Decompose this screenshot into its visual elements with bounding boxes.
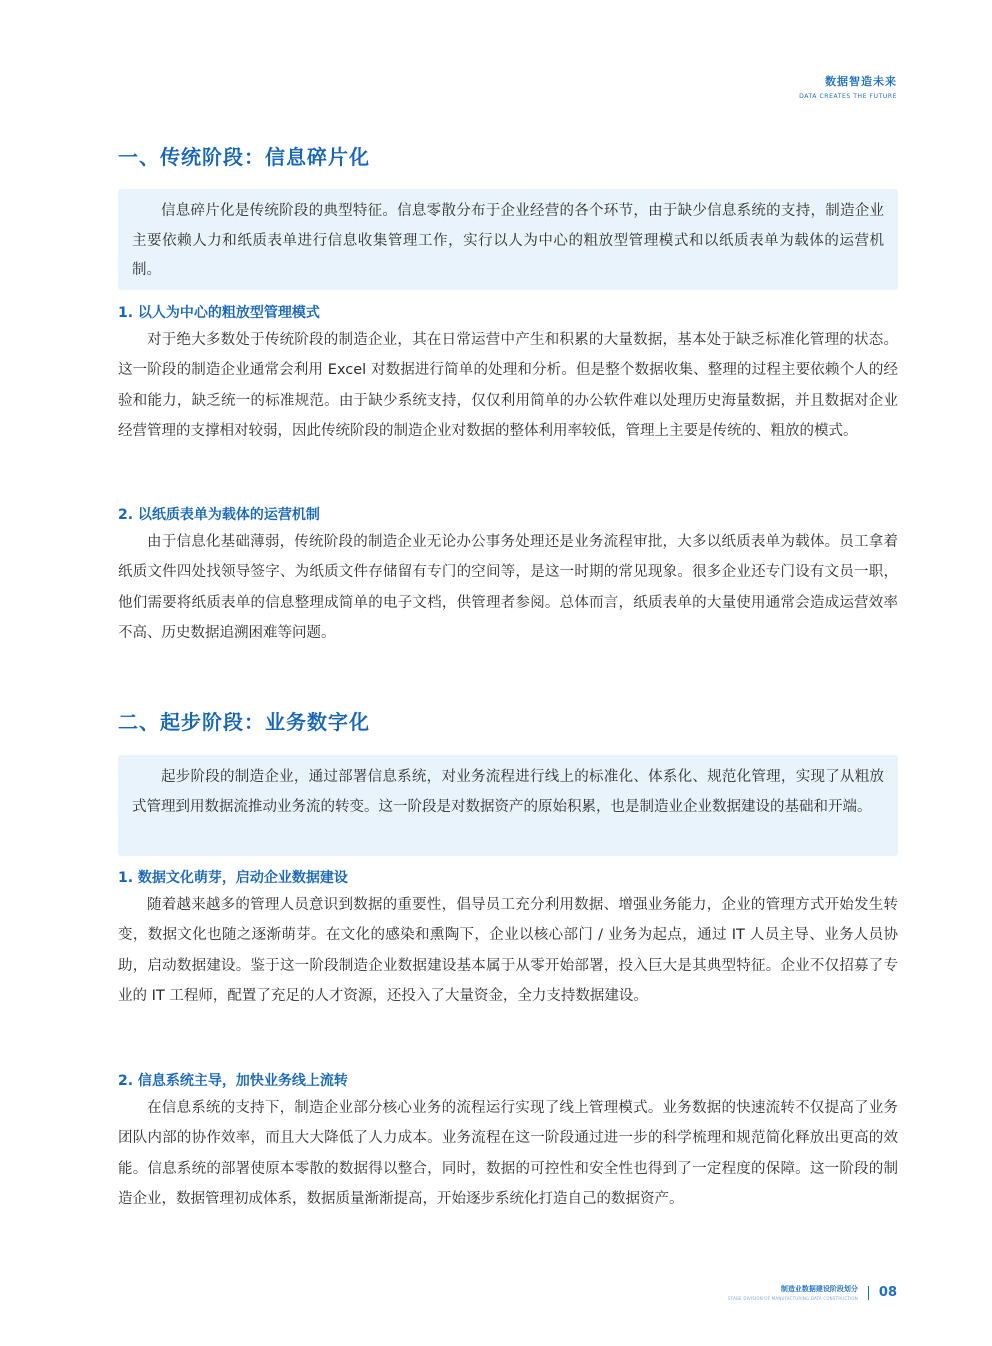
section2-title: 二、起步阶段：业务数字化 <box>118 710 370 734</box>
section1-sub1-title: 1. 以人为中心的粗放型管理模式 <box>118 305 320 321</box>
page-footer <box>728 1284 897 1301</box>
section2-sub1-title: 1. 数据文化萌芽，启动企业数据建设 <box>118 870 348 886</box>
section1-sub1-body: 对于绝大多数处于传统阶段的制造企业，其在日常运营中产生和积累的大量数据，基本处于缺乏标准化管理的状态。这一阶段的制造企业通常会利用 Excel 对数据进行简单的处理和分析。但是整个数据收集、整理的过程主要依赖个人的经验和能力，缺乏统一的标准规范。由于缺少系统支持，仅仅利用简单的办公软件难以处理历史海量数据，并且数据对企业经营管理的支撑相对较弱，因此传统阶段的制造企业对数据的整体利用率较低，管理上主要是传统的、粗放的模式。 <box>118 332 898 440</box>
section1-sub2-body: 由于信息化基础薄弱，传统阶段的制造企业无论办公事务处理还是业务流程审批，大多以纸质表单为载体。员工拿着纸质文件四处找领导签字、为纸质文件存储留有专门的空间等，是这一时期的常见现象。很多企业还专门设有文员一职，他们需要将纸质表单的信息整理成简单的电子文档，供管理者参阅。总体而言，纸质表单的大量使用通常会造成运营效率不高、历史数据追溯困难等问题。 <box>118 534 898 642</box>
page-header <box>799 73 897 100</box>
section2-sub2-body: 在信息系统的支持下，制造企业部分核心业务的流程运行实现了线上管理模式。业务数据的快速流转不仅提高了业务团队内部的协作效率，而且大大降低了人力成本。业务流程在这一阶段通过进一步的科学梳理和规范简化释放出更高的效能。信息系统的部署使原本零散的数据得以整合，同时，数据的可控性和安全性也得到了一定程度的保障。这一阶段的制造企业，数据管理初成体系，数据质量渐渐提高，开始逐步系统化打造自己的数据资产。 <box>118 1100 898 1208</box>
header-title-cn: 数据智造未来 <box>825 75 897 88</box>
footer-section-en: STAGE DIVISION OF MANUFACTURING DATA CONSTRUCTION <box>727 1296 858 1301</box>
section2-sub1-body: 随着越来越多的管理人员意识到数据的重要性，倡导员工充分利用数据、增强业务能力，企业的管理方式开始发生转变，数据文化也随之逐渐萌芽。在文化的感染和熏陶下，企业以核心部门 / 业务为起点，通过 IT 人员主导、业务人员协助，启动数据建设。鉴于这一阶段制造企业数据建设基本属于从零开始部署，投入巨大是其典型特征。企业不仅招募了专业的 IT 工程师，配置了充足的人才资源，还投入了大量资金，全力支持数据建设。 <box>118 897 898 1005</box>
section1-title: 一、传统阶段：信息碎片化 <box>118 145 370 169</box>
section1-intro-text: 信息碎片化是传统阶段的典型特征。信息零散分布于企业经营的各个环节，由于缺少信息系统的支持，制造企业主要依赖人力和纸质表单进行信息收集管理工作，实行以人为中心的粗放型管理模式和以纸质表单为载体的运营机制。 <box>132 203 884 278</box>
section2-intro-box <box>118 755 898 856</box>
footer-divider <box>868 1286 869 1300</box>
header-title-en: DATA CREATES THE FUTURE <box>799 93 897 100</box>
section1-intro-box <box>118 189 898 290</box>
section1-sub2-title: 2. 以纸质表单为载体的运营机制 <box>118 507 320 523</box>
footer-section-cn: 制造业数据建设阶段划分 <box>780 1285 858 1293</box>
section2-intro-text: 起步阶段的制造企业，通过部署信息系统，对业务流程进行线上的标准化、体系化、规范化管理，实现了从粗放式管理到用数据流推动业务流的转变。这一阶段是对数据资产的原始积累，也是制造业企业数据建设的基础和开端。 <box>132 769 884 815</box>
page-number: 08 <box>878 1285 897 1300</box>
section2-sub2-title: 2. 信息系统主导，加快业务线上流转 <box>118 1073 348 1089</box>
